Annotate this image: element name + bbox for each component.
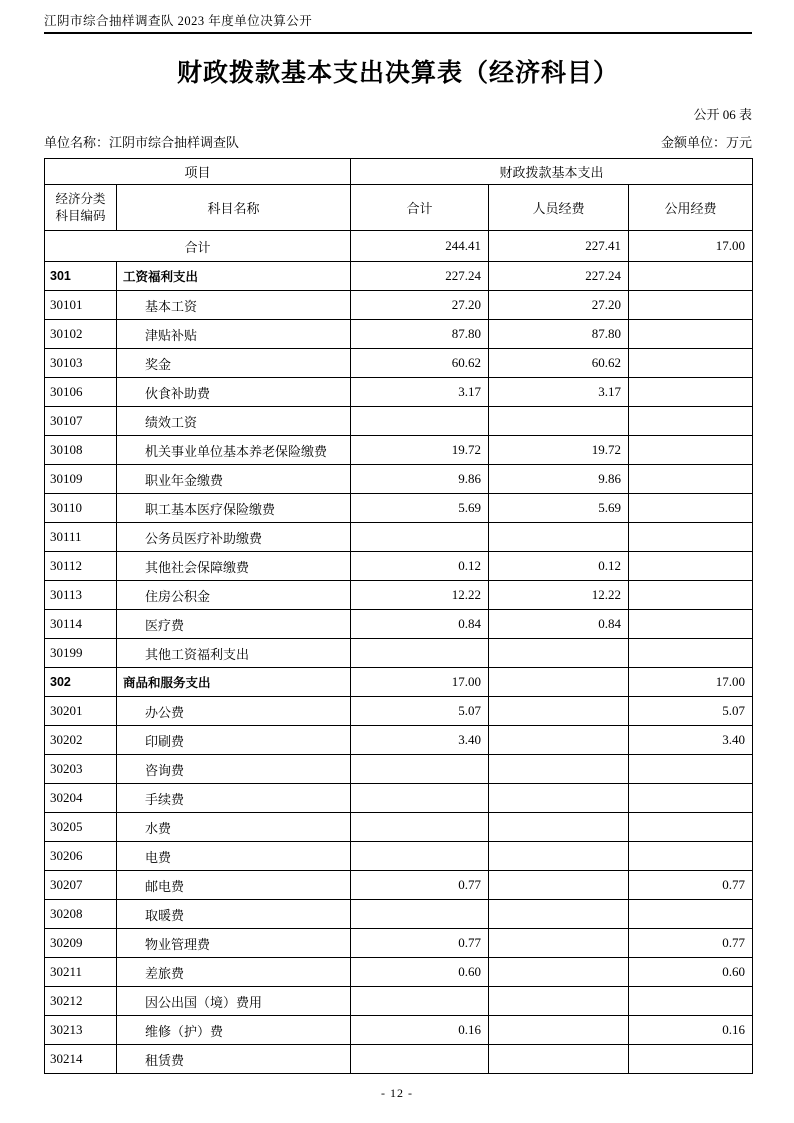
row-name: 工资福利支出 [117,262,351,291]
row-total [351,987,489,1016]
row-total [351,842,489,871]
row-public [629,436,753,465]
row-personnel [489,871,629,900]
row-public [629,320,753,349]
row-public: 5.07 [629,697,753,726]
row-total: 27.20 [351,291,489,320]
row-total: 9.86 [351,465,489,494]
row-public: 3.40 [629,726,753,755]
row-personnel: 0.12 [489,552,629,581]
row-total [351,1045,489,1074]
row-total: 5.07 [351,697,489,726]
row-personnel [489,900,629,929]
table-row [45,494,753,523]
row-code: 30106 [45,378,117,407]
row-personnel [489,726,629,755]
grand-total-personnel: 227.41 [489,231,629,262]
row-total [351,755,489,784]
grand-total-row [45,231,753,262]
header-economic-code-line1: 经济分类 [55,191,106,206]
row-total: 0.16 [351,1016,489,1045]
row-code: 30112 [45,552,117,581]
row-code: 30110 [45,494,117,523]
table-row [45,842,753,871]
table-row [45,552,753,581]
row-personnel: 12.22 [489,581,629,610]
table-row [45,697,753,726]
row-name: 公务员医疗补助缴费 [117,523,351,552]
row-public [629,610,753,639]
grand-total-value: 244.41 [351,231,489,262]
row-name: 伙食补助费 [117,378,351,407]
row-personnel: 60.62 [489,349,629,378]
table-meta-row [44,132,752,151]
row-public [629,813,753,842]
table-row [45,349,753,378]
row-personnel [489,755,629,784]
row-name: 绩效工资 [117,407,351,436]
row-name: 取暖费 [117,900,351,929]
row-public [629,291,753,320]
table-row [45,378,753,407]
header-personnel-funds: 人员经费 [489,185,629,231]
row-personnel: 227.24 [489,262,629,291]
table-row [45,291,753,320]
table-row [45,668,753,697]
row-name: 其他社会保障缴费 [117,552,351,581]
row-name: 其他工资福利支出 [117,639,351,668]
row-personnel [489,1016,629,1045]
row-personnel [489,958,629,987]
row-personnel: 27.20 [489,291,629,320]
row-total: 60.62 [351,349,489,378]
table-row [45,929,753,958]
row-name: 职工基本医疗保险缴费 [117,494,351,523]
amount-unit-label: 金额单位：万元 [660,135,752,150]
row-name: 租赁费 [117,1045,351,1074]
row-public [629,900,753,929]
row-personnel [489,784,629,813]
row-code: 30199 [45,639,117,668]
row-code: 30107 [45,407,117,436]
row-code: 30103 [45,349,117,378]
row-public [629,552,753,581]
row-name: 机关事业单位基本养老保险缴费 [117,436,351,465]
row-code: 30108 [45,436,117,465]
row-total [351,900,489,929]
header-total: 合计 [351,185,489,231]
row-name: 基本工资 [117,291,351,320]
row-public [629,639,753,668]
row-name: 邮电费 [117,871,351,900]
row-name: 手续费 [117,784,351,813]
row-personnel [489,639,629,668]
table-row [45,958,753,987]
table-row [45,755,753,784]
row-code: 30204 [45,784,117,813]
table-row [45,465,753,494]
row-personnel [489,407,629,436]
row-public [629,581,753,610]
row-total: 87.80 [351,320,489,349]
table-row [45,987,753,1016]
row-total [351,523,489,552]
unit-name-label: 单位名称：江阴市综合抽样调查队 [44,135,240,150]
row-public [629,987,753,1016]
row-personnel: 19.72 [489,436,629,465]
row-personnel [489,813,629,842]
expenditure-table [44,158,753,1074]
row-code: 30201 [45,697,117,726]
row-code: 30212 [45,987,117,1016]
row-public: 0.77 [629,871,753,900]
table-row [45,1016,753,1045]
header-group-fiscal-basic-expenditure: 财政拨款基本支出 [351,159,753,185]
row-total [351,639,489,668]
row-name: 差旅费 [117,958,351,987]
row-personnel [489,987,629,1016]
table-header-columns-row [45,185,753,231]
row-code: 301 [45,262,117,291]
row-name: 因公出国（境）费用 [117,987,351,1016]
row-code: 30213 [45,1016,117,1045]
row-personnel: 0.84 [489,610,629,639]
row-total: 0.60 [351,958,489,987]
document-header-text: 江阴市综合抽样调查队 2023 年度单位决算公开 [44,14,313,28]
table-row [45,784,753,813]
row-total [351,813,489,842]
header-subject-name: 科目名称 [117,185,351,231]
row-code: 30209 [45,929,117,958]
row-code: 30202 [45,726,117,755]
row-name: 住房公积金 [117,581,351,610]
table-code-label: 公开 06 表 [693,107,752,122]
row-total [351,407,489,436]
row-name: 维修（护）费 [117,1016,351,1045]
row-code: 30207 [45,871,117,900]
row-public [629,755,753,784]
table-row [45,320,753,349]
row-public [629,349,753,378]
row-code: 30206 [45,842,117,871]
row-total: 0.84 [351,610,489,639]
row-code: 30101 [45,291,117,320]
row-total [351,784,489,813]
row-code: 30208 [45,900,117,929]
grand-total-public: 17.00 [629,231,753,262]
row-public: 0.60 [629,958,753,987]
row-public [629,842,753,871]
row-name: 医疗费 [117,610,351,639]
row-total: 3.40 [351,726,489,755]
row-public [629,494,753,523]
row-name: 水费 [117,813,351,842]
row-public: 17.00 [629,668,753,697]
row-total: 0.77 [351,929,489,958]
row-name: 商品和服务支出 [117,668,351,697]
row-code: 30205 [45,813,117,842]
header-economic-code [45,185,117,231]
table-row [45,523,753,552]
table-row [45,262,753,291]
table-row [45,1045,753,1074]
row-public [629,465,753,494]
row-name: 咨询费 [117,755,351,784]
row-code: 30102 [45,320,117,349]
grand-total-label: 合计 [45,231,351,262]
row-personnel [489,697,629,726]
row-name: 办公费 [117,697,351,726]
row-code: 30214 [45,1045,117,1074]
row-total: 17.00 [351,668,489,697]
row-name: 电费 [117,842,351,871]
row-personnel [489,668,629,697]
row-total: 5.69 [351,494,489,523]
row-personnel [489,1045,629,1074]
row-name: 职业年金缴费 [117,465,351,494]
row-public [629,262,753,291]
row-code: 30203 [45,755,117,784]
row-total: 19.72 [351,436,489,465]
row-personnel [489,523,629,552]
row-public [629,378,753,407]
row-personnel: 3.17 [489,378,629,407]
table-row [45,581,753,610]
row-name: 奖金 [117,349,351,378]
row-total: 3.17 [351,378,489,407]
table-row [45,813,753,842]
table-row [45,610,753,639]
row-personnel [489,842,629,871]
row-personnel: 87.80 [489,320,629,349]
row-personnel [489,929,629,958]
row-code: 30113 [45,581,117,610]
row-personnel: 5.69 [489,494,629,523]
table-row [45,436,753,465]
table-row [45,407,753,436]
row-name: 物业管理费 [117,929,351,958]
row-public [629,523,753,552]
row-total: 227.24 [351,262,489,291]
row-public: 0.77 [629,929,753,958]
header-public-funds: 公用经费 [629,185,753,231]
header-economic-code-line2: 科目编码 [55,208,106,223]
row-name: 印刷费 [117,726,351,755]
row-code: 30211 [45,958,117,987]
table-row [45,726,753,755]
table-row [45,639,753,668]
row-total: 0.77 [351,871,489,900]
table-header-group-row [45,159,753,185]
row-total: 12.22 [351,581,489,610]
row-personnel: 9.86 [489,465,629,494]
row-code: 30114 [45,610,117,639]
row-name: 津贴补贴 [117,320,351,349]
table-row [45,871,753,900]
row-code: 30111 [45,523,117,552]
row-public [629,407,753,436]
row-public: 0.16 [629,1016,753,1045]
page-title: 财政拨款基本支出决算表（经济科目） [176,60,619,87]
page-number: - 12 - [381,1086,413,1100]
table-row [45,900,753,929]
row-total: 0.12 [351,552,489,581]
document-header [44,0,752,34]
header-group-project: 项目 [45,159,351,185]
row-code: 302 [45,668,117,697]
row-public [629,1045,753,1074]
row-public [629,784,753,813]
row-code: 30109 [45,465,117,494]
